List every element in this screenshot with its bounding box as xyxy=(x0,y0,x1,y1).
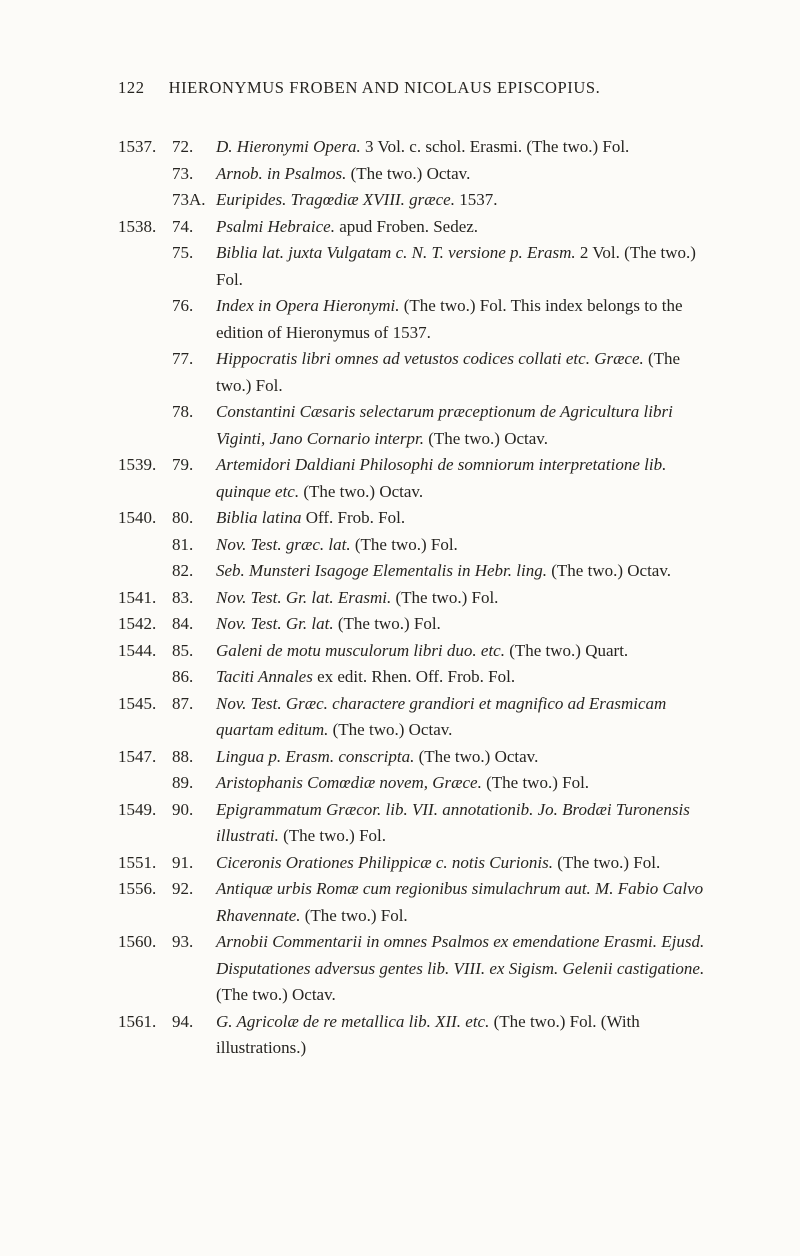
item-number: 76. xyxy=(172,296,194,315)
bibliography-item xyxy=(172,161,712,188)
entry-items xyxy=(172,797,712,850)
entry-year: 1544. xyxy=(118,640,157,660)
entry-list xyxy=(118,134,712,1062)
bibliography-item xyxy=(172,187,712,214)
item-rest: (The two.) Octav. xyxy=(328,720,453,739)
bibliography-item xyxy=(172,744,712,771)
item-rest: (The two.) Fol. xyxy=(391,587,499,607)
entry-items xyxy=(172,611,712,638)
item-title: Psalmi Hebraice. xyxy=(216,216,335,236)
item-title: Euripides. Tragœdiæ XVIII. græce. xyxy=(216,190,455,209)
item-title: Arnobii Commentarii in omnes Psalmos ex emendatione Erasmi. Ejusd. Disputationes adversus gentes lib. VIII. ex Sigism. Gelenii castigatione. xyxy=(216,932,705,978)
item-rest: (The two.) Fol. xyxy=(216,349,681,395)
bibliography-item xyxy=(172,664,712,691)
item-rest: (The two.) Fol. xyxy=(278,826,387,845)
item-number: 72. xyxy=(172,137,194,156)
item-number: 73A. xyxy=(172,190,206,209)
item-rest: (The two.) Octav. xyxy=(414,746,539,766)
entry-items xyxy=(172,134,712,214)
item-rest: (The two.) Octav. xyxy=(346,163,471,183)
entry-items xyxy=(172,638,712,691)
item-title: Nov. Test. Græc. charactere grandiori et magnifico ad Erasmicam quartam editum. xyxy=(216,693,667,739)
item-number: 78. xyxy=(172,402,194,421)
item-title: Epigrammatum Græcor. lib. VII. annotationib. Jo. Brodæi Turonensis illustrati. xyxy=(216,799,690,845)
item-rest: (The two.) Fol. (With illustrations.) xyxy=(216,1011,640,1057)
bibliography-item xyxy=(172,850,712,877)
entry-items xyxy=(172,850,712,877)
entry-items xyxy=(172,929,712,1009)
bibliography-item xyxy=(172,134,712,161)
item-title: D. Hieronymi Opera. xyxy=(216,137,361,156)
entry-year: 1549. xyxy=(118,799,157,819)
item-number: 73. xyxy=(172,163,194,183)
item-number: 81. xyxy=(172,534,194,554)
entry-year: 1547. xyxy=(118,746,157,766)
item-title: Ciceronis Orationes Philippicæ c. notis Curionis. xyxy=(216,852,554,872)
item-rest: (The two.) Octav. xyxy=(299,481,424,501)
item-rest: (The two.) Fol. xyxy=(350,534,458,554)
bibliography-item xyxy=(172,452,712,505)
bibliography-item xyxy=(172,532,712,559)
running-head xyxy=(118,78,712,98)
entry-year: 1538. xyxy=(118,216,157,236)
bibliography-entry xyxy=(118,638,712,691)
item-title: Seb. Munsteri Isagoge Elementalis in Hebr. ling. xyxy=(216,561,547,580)
item-number: 86. xyxy=(172,667,194,686)
item-title: Artemidori Daldiani Philosophi de somniorum interpretatione lib. quinque etc. xyxy=(216,455,667,501)
entry-year: 1541. xyxy=(118,587,157,607)
entry-items xyxy=(172,452,712,505)
item-rest: (The two.) Octav. xyxy=(547,561,671,580)
item-title: Nov. Test. Gr. lat. xyxy=(216,614,334,633)
bibliography-item xyxy=(172,611,712,638)
item-rest: 3 Vol. c. schol. Erasmi. (The two.) Fol. xyxy=(360,137,630,156)
item-rest: (The two.) Fol. xyxy=(300,905,408,925)
item-title: Taciti Annales xyxy=(216,667,313,686)
bibliography-item xyxy=(172,214,712,241)
item-number: 84. xyxy=(172,614,194,633)
item-rest: (The two.) Octav. xyxy=(423,428,548,448)
entry-year: 1545. xyxy=(118,693,157,713)
bibliography-item xyxy=(172,797,712,850)
item-number: 75. xyxy=(172,243,194,262)
entry-year: 1556. xyxy=(118,879,157,898)
bibliography-entry xyxy=(118,876,712,929)
entry-year: 1542. xyxy=(118,614,157,633)
bibliography-entry xyxy=(118,691,712,744)
entry-year: 1539. xyxy=(118,455,157,474)
item-title: Aristophanis Comœdiæ novem, Græce. xyxy=(216,773,482,792)
bibliography-entry xyxy=(118,505,712,585)
item-number: 92. xyxy=(172,879,194,898)
item-number: 89. xyxy=(172,773,194,792)
item-title: Index in Opera Hieronymi. xyxy=(216,296,400,315)
item-number: 74. xyxy=(172,216,194,236)
item-number: 94. xyxy=(172,1011,194,1031)
item-rest: (The two.) Fol. xyxy=(333,614,441,633)
item-number: 88. xyxy=(172,746,194,766)
entry-items xyxy=(172,1009,712,1062)
bibliography-entry xyxy=(118,850,712,877)
bibliography-item xyxy=(172,240,712,293)
entry-year: 1537. xyxy=(118,137,157,156)
item-rest: Off. Frob. Fol. xyxy=(301,508,406,527)
item-rest: ex edit. Rhen. Off. Frob. Fol. xyxy=(312,667,516,686)
item-number: 79. xyxy=(172,455,194,474)
entry-items xyxy=(172,876,712,929)
entry-items xyxy=(172,744,712,797)
entry-year: 1560. xyxy=(118,932,157,951)
bibliography-item xyxy=(172,1009,712,1062)
bibliography-entry xyxy=(118,797,712,850)
bibliography-item xyxy=(172,770,712,797)
bibliography-item xyxy=(172,585,712,612)
item-number: 93. xyxy=(172,932,194,951)
bibliography-item xyxy=(172,505,712,532)
bibliography-item xyxy=(172,929,712,1009)
item-rest: (The two.) Quart. xyxy=(504,640,629,660)
item-title: Galeni de motu musculorum libri duo. etc. xyxy=(216,640,505,660)
entry-items xyxy=(172,214,712,453)
item-title: Biblia lat. juxta Vulgatam c. N. T. versione p. Erasm. xyxy=(216,243,576,262)
entry-year: 1551. xyxy=(118,852,157,872)
bibliography-entry xyxy=(118,585,712,612)
item-title: G. Agricolæ de re metallica lib. XII. etc. xyxy=(216,1011,490,1031)
bibliography-entry xyxy=(118,214,712,453)
entry-year: 1540. xyxy=(118,508,157,527)
bibliography-item xyxy=(172,691,712,744)
bibliography-item xyxy=(172,876,712,929)
item-title: Constantini Cæsaris selectarum præceptionum de Agricultura libri Viginti, Jano Cornario interpr. xyxy=(216,402,673,448)
running-title: HIERONYMUS FROBEN AND NICOLAUS EPISCOPIUS. xyxy=(168,78,601,97)
item-rest: (The two.) Fol. xyxy=(481,773,590,792)
item-number: 83. xyxy=(172,587,194,607)
item-number: 77. xyxy=(172,349,194,368)
bibliography-item xyxy=(172,558,712,585)
entry-items xyxy=(172,691,712,744)
item-number: 91. xyxy=(172,852,194,872)
item-title: Hippocratis libri omnes ad vetustos codices collati etc. Græce. xyxy=(216,349,644,368)
item-title: Lingua p. Erasm. conscripta. xyxy=(216,746,415,766)
item-rest: apud Froben. Sedez. xyxy=(334,216,479,236)
entry-items xyxy=(172,585,712,612)
item-title: Arnob. in Psalmos. xyxy=(216,163,347,183)
item-rest: (The two.) Octav. xyxy=(216,985,336,1004)
item-rest: 1537. xyxy=(454,190,498,209)
bibliography-entry xyxy=(118,744,712,797)
bibliography-entry xyxy=(118,134,712,214)
entry-items xyxy=(172,505,712,585)
bibliography-item xyxy=(172,293,712,346)
item-title: Nov. Test. græc. lat. xyxy=(216,534,351,554)
entry-year: 1561. xyxy=(118,1011,157,1031)
item-title: Biblia latina xyxy=(216,508,302,527)
item-number: 80. xyxy=(172,508,194,527)
item-title: Antiquæ urbis Romæ cum regionibus simulachrum aut. M. Fabio Calvo Rhavennate. xyxy=(216,879,704,925)
bibliography-entry xyxy=(118,611,712,638)
bibliography-entry xyxy=(118,452,712,505)
bibliography-item xyxy=(172,638,712,665)
item-rest: (The two.) Fol. This index belongs to the edition of Hieronymus of 1537. xyxy=(216,296,683,342)
bibliography-entry xyxy=(118,929,712,1009)
bibliography-item xyxy=(172,346,712,399)
item-rest: 2 Vol. (The two.) Fol. xyxy=(216,243,696,289)
bibliography-item xyxy=(172,399,712,452)
page-number: 122 xyxy=(118,78,145,97)
item-number: 85. xyxy=(172,640,194,660)
item-rest: (The two.) Fol. xyxy=(553,852,661,872)
item-number: 87. xyxy=(172,693,194,713)
item-title: Nov. Test. Gr. lat. Erasmi. xyxy=(216,587,392,607)
bibliography-entry xyxy=(118,1009,712,1062)
item-number: 90. xyxy=(172,799,194,819)
item-number: 82. xyxy=(172,561,194,580)
